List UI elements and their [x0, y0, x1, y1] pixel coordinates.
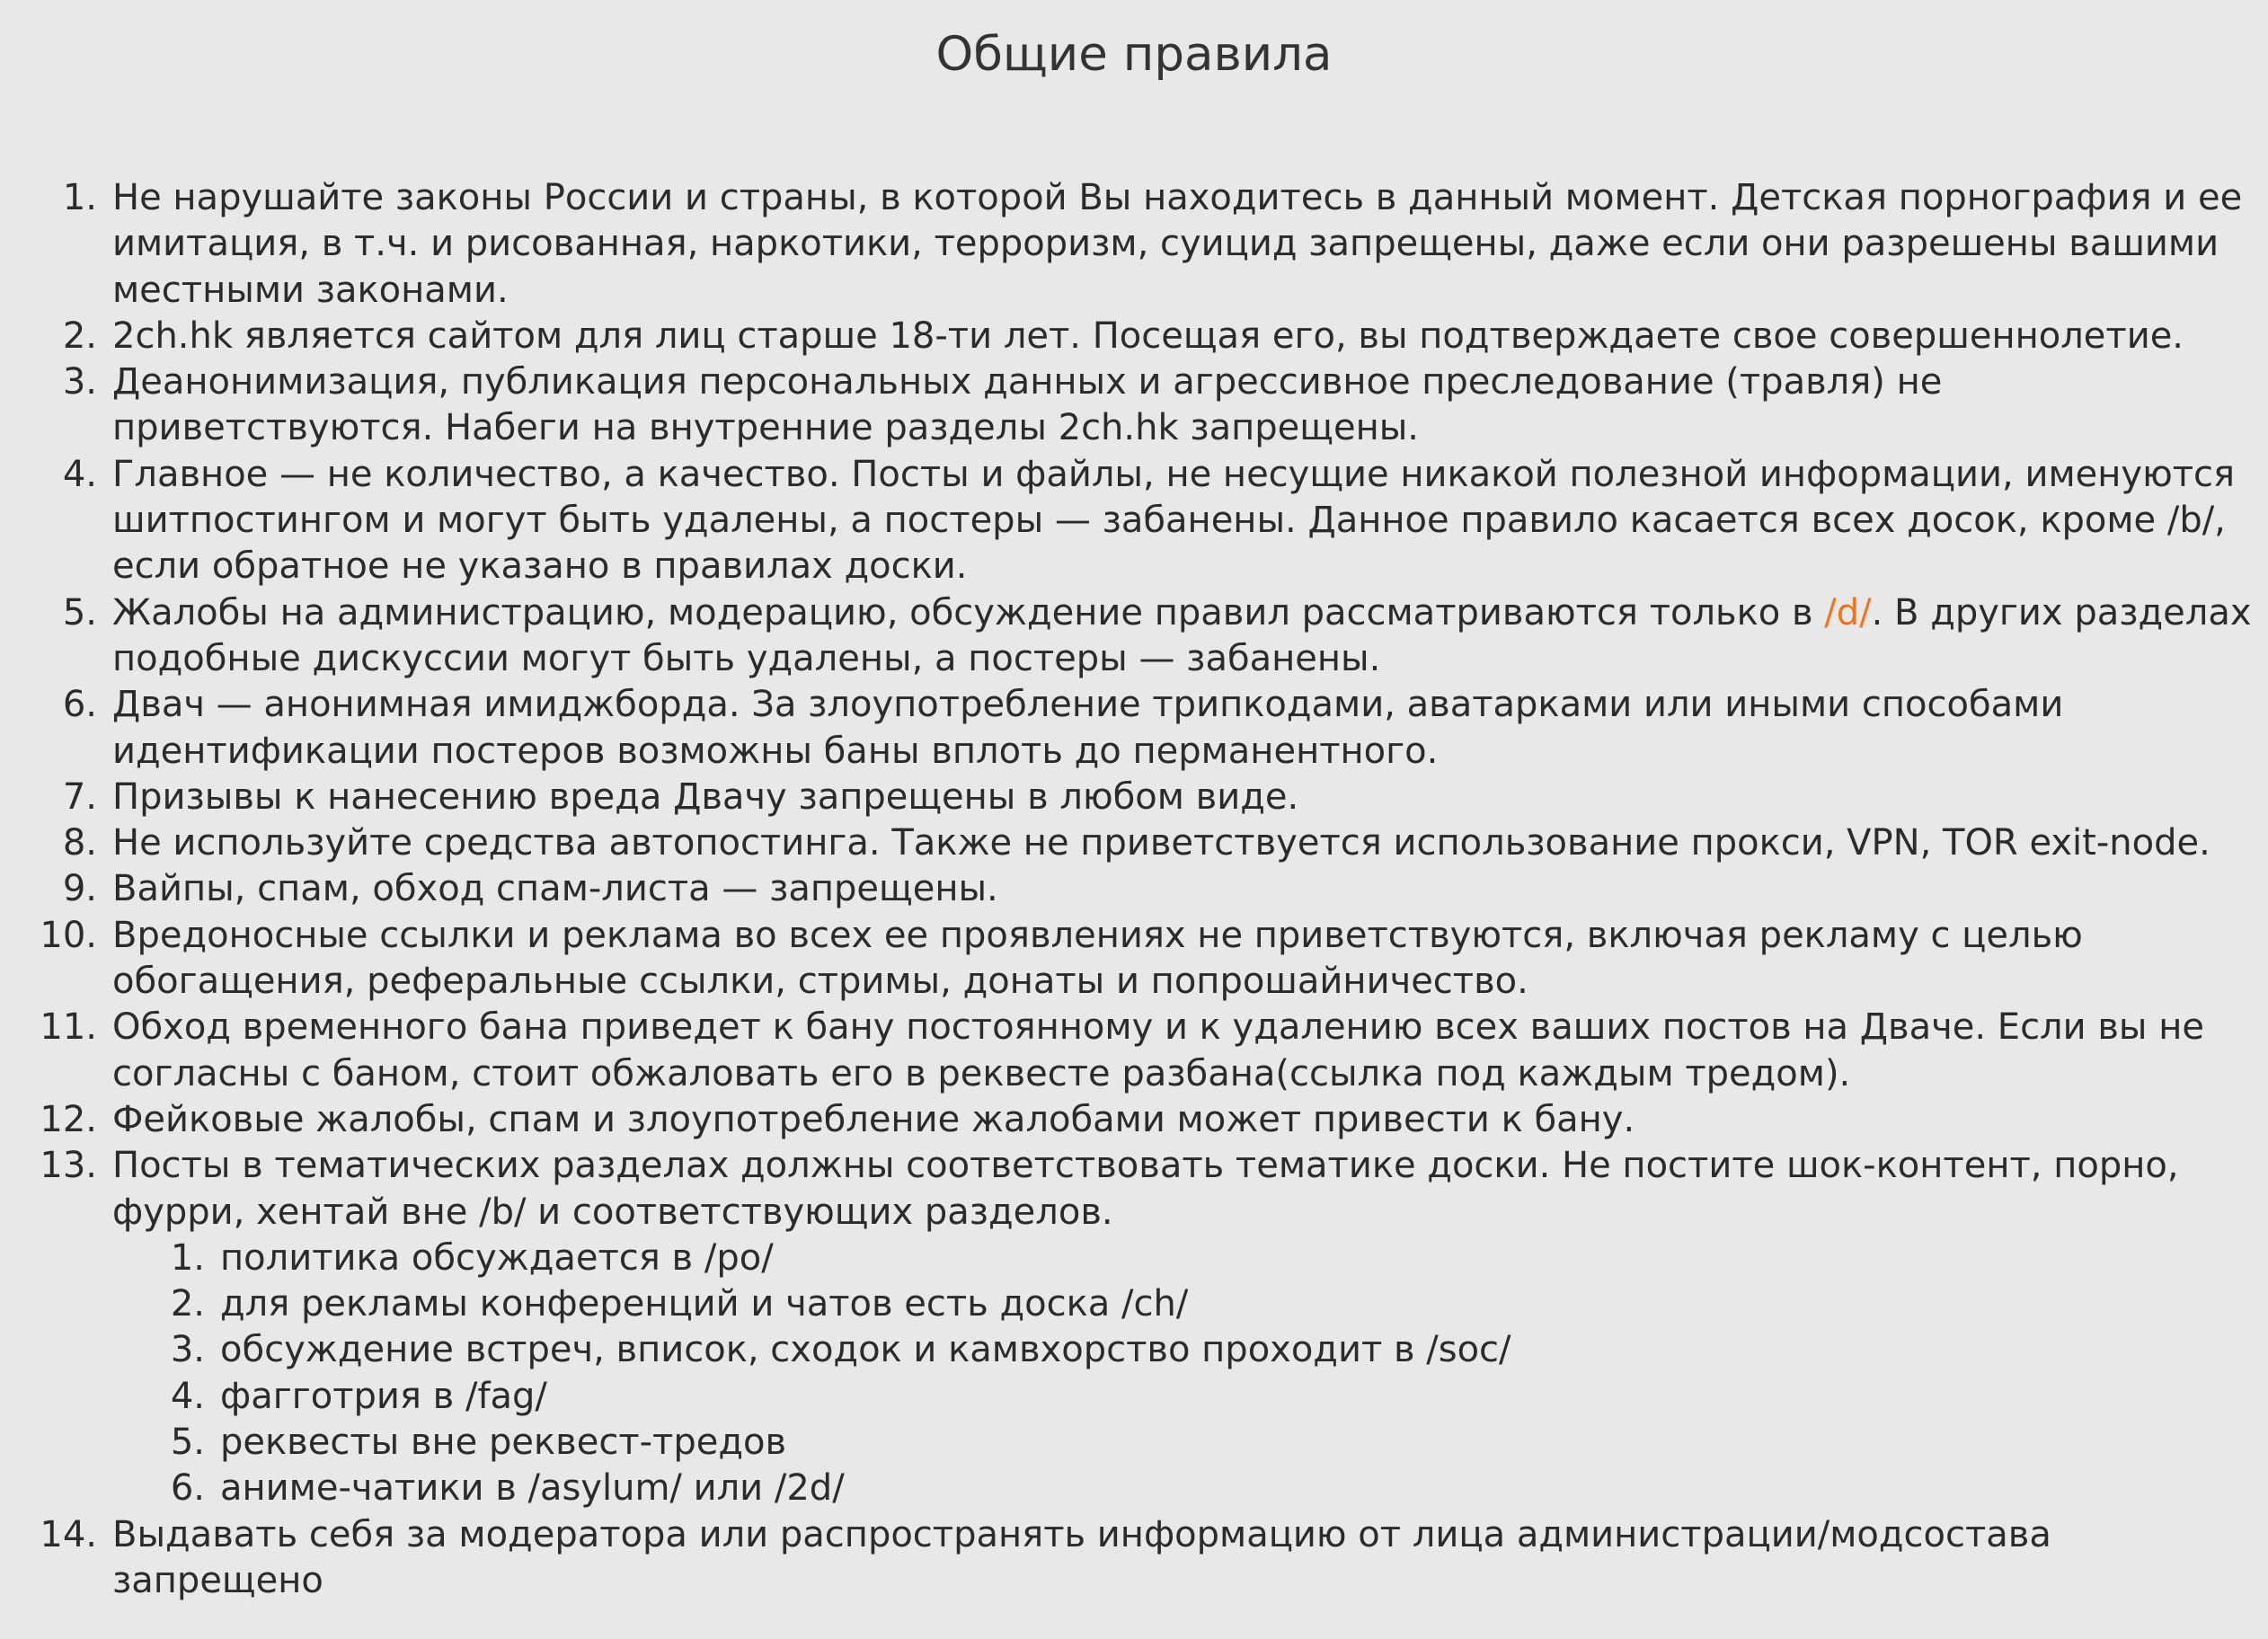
board-link-d[interactable]: /d/ — [1824, 591, 1872, 633]
sub-rule-number: 5. — [170, 1422, 205, 1464]
sub-rule-item-2 — [112, 1281, 2255, 1327]
sub-rule-text: обсуждение встреч, вписок, сходок и камвхорство проходит в /soc/ — [220, 1329, 1511, 1371]
sub-rule-number: 2. — [170, 1283, 205, 1325]
rule-number: 14. — [40, 1513, 97, 1555]
rule-item-7 — [0, 775, 2255, 820]
sub-rule-text: для рекламы конференций и чатов есть доска /ch/ — [220, 1283, 1189, 1325]
rule-number: 8. — [62, 822, 97, 864]
rule-text: Выдавать себя за модератора или распространять информацию от лица администрации/модсостава запрещено — [112, 1513, 2051, 1601]
rule-number: 5. — [62, 591, 97, 633]
rule-text: Обход временного бана приведет к бану постоянному и к удалению всех ваших постов на Двaче. Если вы не согласны с баном, стоит обжаловать его в реквесте разбана(ссылка под каждым тредом). — [112, 1006, 2204, 1094]
sub-rule-number: 6. — [170, 1467, 205, 1510]
rule-number: 13. — [40, 1145, 97, 1187]
sub-rules-list — [112, 1236, 2255, 1512]
rule-item-12 — [0, 1097, 2255, 1143]
rule-text: Не используйте средства автопостинга. Также не приветствуется использование прокси, VPN, TOR exit-node. — [112, 822, 2210, 864]
sub-rule-text: фагготрия в /fag/ — [220, 1375, 547, 1417]
rule-number: 4. — [62, 453, 97, 495]
rule-text: Двач — анонимная имиджборда. За злоупотребление трипкодами, аватарками или иными способами идентификации постеров возможны баны вплоть до перманентного. — [112, 684, 2064, 772]
rule-number: 6. — [62, 684, 97, 726]
sub-rule-item-4 — [112, 1374, 2255, 1420]
sub-rule-item-5 — [112, 1420, 2255, 1466]
sub-rule-text: политика обсуждается в /po/ — [220, 1236, 774, 1279]
sub-rule-text: реквесты вне реквест-тредов — [220, 1422, 787, 1464]
rule-text: Вредоносные ссылки и реклама во всех ее проявлениях не приветствуются, включая рекламу с целью обогащения, реферальные ссылки, стримы, донаты и попрошайничество. — [112, 914, 2083, 1003]
sub-rule-item-1 — [112, 1236, 2255, 1281]
rule-number: 7. — [62, 775, 97, 818]
rules-list — [0, 175, 2255, 1604]
rule-text: Призывы к нанесению вреда Двачу запрещены в любом виде. — [112, 775, 1299, 818]
rule-text: Главное — не количество, а качество. Посты и файлы, не несущие никакой полезной информации, именуются шитпостингом и могут быть удалены, а постеры — забанены. Данное правило касается всех досок, кроме /b/, если обратное не указано в правилах доски. — [112, 453, 2236, 588]
rule-text: Посты в тематических разделах должны соответствовать тематике доски. Не постите шок-контент, порно, фурри, хентай вне /b/ и соответствующих разделов. — [112, 1145, 2179, 1233]
rule-text: Не нарушайте законы России и страны, в которой Вы находитесь в данный момент. Детская порнография и ее имитация, в т.ч. и рисованная, наркотики, терроризм, суицид запрещены, даже если они разрешены вашими местными законами. — [112, 177, 2243, 311]
rule-text: Деанонимизация, публикация персональных данных и агрессивное преследование (травля) не приветствуются. Набеги на внутренние разделы 2ch.hk запрещены. — [112, 361, 1943, 449]
sub-rule-item-3 — [112, 1327, 2255, 1373]
rule-item-4 — [0, 452, 2255, 590]
rule-text: 2ch.hk является сайтом для лиц старше 18-ти лет. Посещая его, вы подтверждаете свое совершеннолетие. — [112, 315, 2184, 357]
rule-item-1 — [0, 175, 2255, 314]
rule-item-13 — [0, 1143, 2255, 1511]
rule-number: 1. — [62, 177, 97, 218]
rule-text-before-link: Жалобы на администрацию, модерацию, обсуждение правил рассматриваются только в — [112, 591, 1825, 633]
rule-item-6 — [0, 682, 2255, 775]
rule-text-after-link: . В других разделах подобные дискуссии могут быть удалены, а постеры — забанены. — [112, 591, 2252, 679]
rule-item-10 — [0, 913, 2255, 1006]
rule-item-11 — [0, 1005, 2255, 1097]
sub-rule-number: 4. — [170, 1375, 205, 1417]
rule-text: Фейковые жалобы, спам и злоупотребление жалобами может привести к бану. — [112, 1098, 1635, 1140]
rule-number: 9. — [62, 868, 97, 910]
rule-item-3 — [0, 359, 2255, 452]
rule-item-8 — [0, 820, 2255, 866]
rule-text: Вайпы, спам, обход спам-листа — запрещены. — [112, 868, 998, 910]
sub-rule-number: 1. — [170, 1236, 205, 1279]
rule-item-2 — [0, 314, 2255, 359]
sub-rule-item-6 — [112, 1466, 2255, 1511]
rule-number: 10. — [40, 914, 97, 956]
rule-item-5 — [0, 590, 2255, 683]
sub-rule-text: аниме-чатики в /asylum/ или /2d/ — [220, 1467, 845, 1510]
page-title: Общие правила — [935, 27, 1333, 82]
rule-number: 2. — [62, 315, 97, 357]
rule-item-9 — [0, 866, 2255, 912]
rule-item-14 — [0, 1512, 2255, 1605]
sub-rule-number: 3. — [170, 1329, 205, 1371]
rule-number: 12. — [40, 1098, 97, 1140]
rule-number: 3. — [62, 361, 97, 403]
rule-number: 11. — [40, 1006, 97, 1049]
